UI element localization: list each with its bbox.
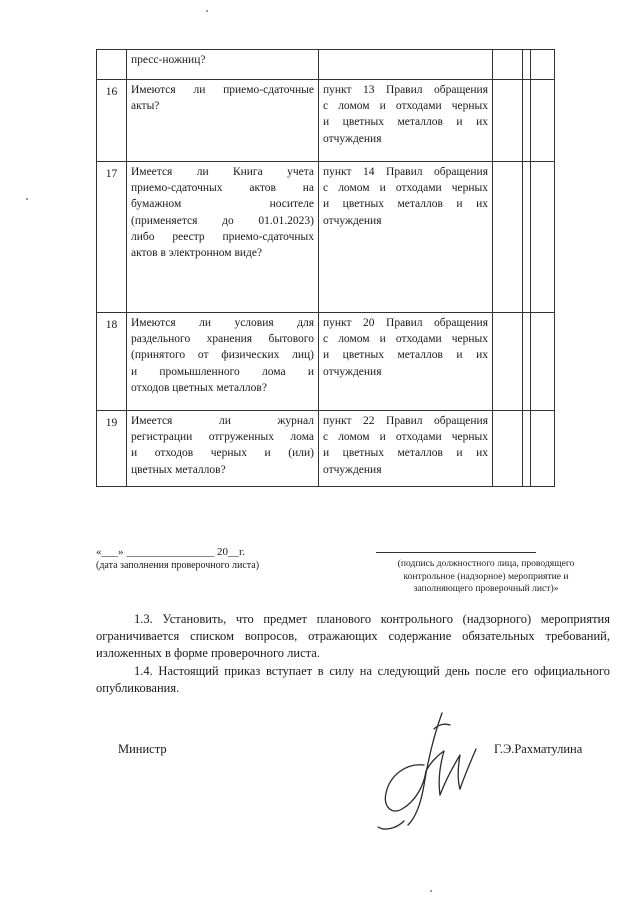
question-line: либо реестр приемо-сдаточных [131, 230, 314, 243]
reference-line: с ломом и отходами черных [323, 431, 488, 444]
reference-line: пункт 22 Правил обращения [323, 415, 488, 427]
signatory-name: Г.Э.Рахматулина [494, 742, 583, 756]
row-number: 19 [97, 411, 127, 487]
reference-line: отчуждения [323, 132, 382, 145]
question-line: Имеются ли условия для [131, 317, 314, 329]
row-number: 18 [97, 313, 127, 411]
paragraph-1-4 [96, 663, 610, 697]
scan-speck [26, 198, 28, 200]
table-row [97, 313, 555, 411]
question-line: акты? [131, 100, 160, 113]
row-number: 16 [97, 80, 127, 162]
reference-line: пункт 20 Правил обращения [323, 317, 488, 329]
answer-cell-yes [493, 50, 523, 80]
paragraph-1-3 [96, 611, 610, 662]
question-line: приемо-сдаточных актов на [131, 182, 314, 195]
answer-cell-no [523, 80, 531, 162]
row-number: 17 [97, 162, 127, 313]
requirement-reference-cell [319, 411, 493, 487]
question-cell [127, 162, 319, 313]
answer-cell-no [523, 50, 531, 80]
question-line: и отходов черных и (или) [131, 447, 314, 460]
signature-line [376, 552, 536, 553]
reference-line: и цветных металлов и их [323, 198, 488, 211]
signature-caption-line-2: контрольное (надзорное) мероприятие и [403, 570, 569, 582]
signature-caption [366, 558, 606, 596]
table-row [97, 162, 555, 313]
question-line: пресс-ножниц? [131, 54, 206, 66]
reference-line: отчуждения [323, 365, 382, 378]
question-cell [127, 80, 319, 162]
question-line: раздельного хранения бытового [131, 333, 314, 346]
answer-cell-na [531, 80, 555, 162]
question-cell [127, 313, 319, 411]
table-row [97, 80, 555, 162]
question-line: регистрации отгруженных лома [131, 431, 314, 444]
scan-speck [206, 10, 208, 12]
question-line: (применяется до 01.01.2023) [131, 214, 314, 227]
question-line: бумажном носителе [131, 198, 314, 211]
question-line: отходов цветных металлов? [131, 381, 267, 394]
reference-line: и цветных металлов и их [323, 447, 488, 460]
reference-line: пункт 13 Правил обращения [323, 84, 488, 96]
question-line: и промышленного лома и [131, 365, 314, 378]
handwritten-signature [364, 705, 482, 835]
date-fill-line: «___» ________________ 20__г. [96, 546, 246, 558]
paragraph-1-4-text: 1.4. Настоящий приказ вступает в силу на следующий день после его официального опубликования. [96, 664, 610, 695]
requirement-reference-cell [319, 313, 493, 411]
signature-caption-line-1: (подпись должностного лица, проводящего [397, 558, 575, 569]
reference-line: с ломом и отходами черных [323, 182, 488, 195]
answer-cell-yes [493, 313, 523, 411]
reference-line: отчуждения [323, 214, 382, 227]
table-row [97, 50, 555, 80]
requirement-reference-cell [319, 162, 493, 313]
requirement-reference-cell [319, 80, 493, 162]
reference-line: и цветных металлов и их [323, 116, 488, 129]
question-line: Имеется ли Книга учета [131, 166, 314, 178]
date-caption: (дата заполнения проверочного листа) [96, 560, 260, 571]
requirement-reference-cell [319, 50, 493, 80]
answer-cell-na [531, 50, 555, 80]
paragraph-1-3-text: 1.3. Установить, что предмет планового контрольного (надзорного) мероприятия ограничивается списком вопросов, отражающих содержание обязательных требований, изложенных в форме проверочного листа. [96, 612, 610, 660]
question-line: (принятого от физических лиц) [131, 349, 314, 362]
question-line: Имеется ли журнал [131, 415, 314, 427]
reference-line: пункт 14 Правил обращения [323, 166, 488, 178]
signatory-position: Министр [118, 742, 167, 756]
reference-line: и цветных металлов и их [323, 349, 488, 362]
reference-line: отчуждения [323, 463, 382, 476]
answer-cell-no [523, 411, 531, 487]
question-cell [127, 411, 319, 487]
checklist-table [96, 49, 555, 487]
answer-cell-yes [493, 411, 523, 487]
question-cell [127, 50, 319, 80]
answer-cell-na [531, 313, 555, 411]
answer-cell-no [523, 313, 531, 411]
row-number [97, 50, 127, 80]
question-line: цветных металлов? [131, 463, 226, 476]
reference-line: с ломом и отходами черных [323, 100, 488, 113]
question-line: Имеются ли приемо-сдаточные [131, 84, 314, 96]
answer-cell-no [523, 162, 531, 313]
question-line: актов в электронном виде? [131, 247, 263, 260]
reference-line: с ломом и отходами черных [323, 333, 488, 346]
answer-cell-na [531, 162, 555, 313]
table-row [97, 411, 555, 487]
signature-caption-line-3: заполняющего проверочный лист)» [413, 583, 559, 594]
scan-speck [430, 890, 432, 892]
answer-cell-na [531, 411, 555, 487]
answer-cell-yes [493, 80, 523, 162]
answer-cell-yes [493, 162, 523, 313]
